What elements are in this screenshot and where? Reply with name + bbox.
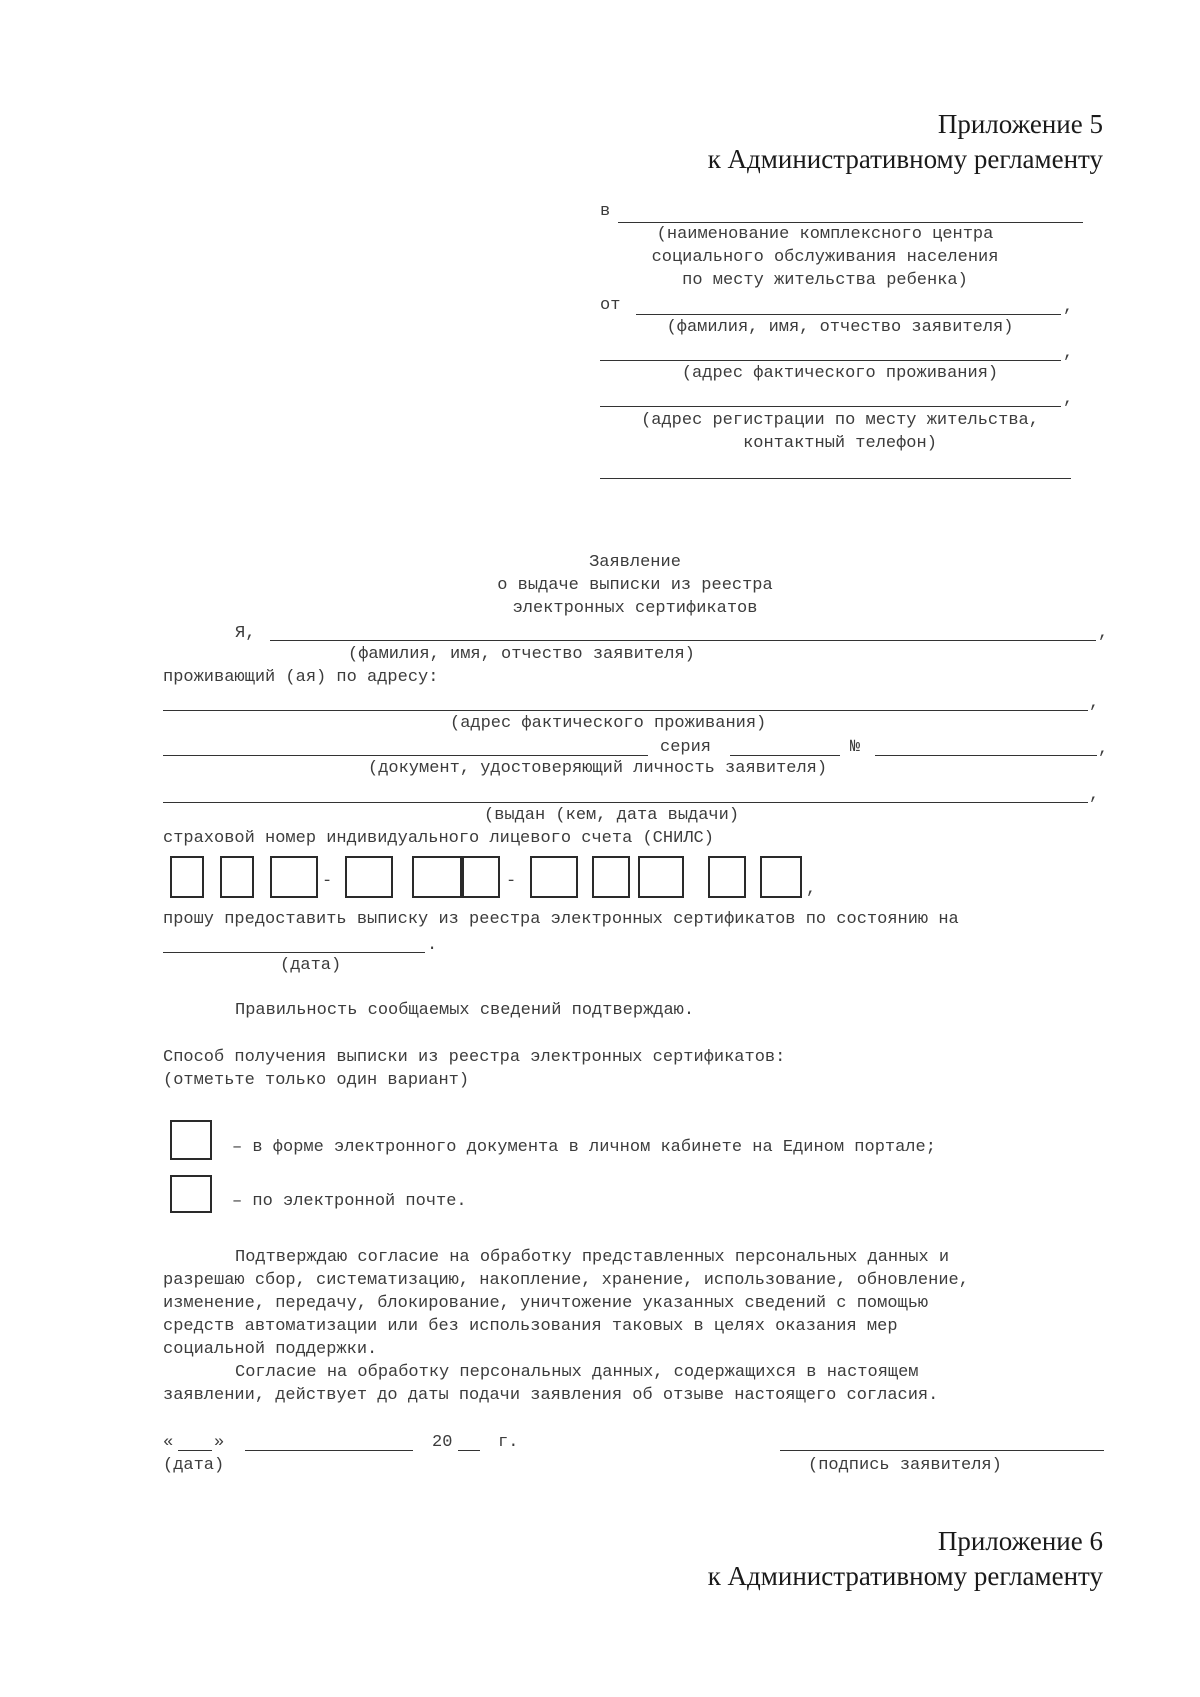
snils-digit-3[interactable] [270,856,318,898]
footer-date-hint: (дата) [163,1456,225,1475]
option-email-checkbox[interactable] [170,1175,212,1213]
snils-digit-8[interactable] [592,856,630,898]
applicant-name-hint: (фамилия, имя, отчество заявителя) [348,645,695,664]
snils-check-digit-2[interactable] [760,856,802,898]
applicant-prefix: Я, [235,624,256,643]
snils-comma: , [806,880,817,899]
addressee-to-line [618,222,1083,223]
living-address-line [163,710,1088,711]
number-label: № [850,738,861,757]
addressee-to-prefix: в [600,202,611,221]
footer-day-line [178,1450,212,1451]
applicant-name-line [270,640,1096,641]
request-date-hint: (дата) [280,956,342,975]
snils-digit-2[interactable] [220,856,254,898]
addressee-from-line [636,314,1061,315]
signature-line [780,1450,1104,1451]
request-text: прошу предоставить выписку из реестра электронных сертификатов по состоянию на [163,910,959,929]
addressee-extra-line [600,478,1071,479]
addressee-reg-line [600,406,1061,407]
snils-dash-1: - [322,872,333,891]
consent-line-7: заявлении, действует до даты подачи заявления об отзыве настоящего согласия. [163,1386,939,1405]
addressee-addr-line [600,360,1061,361]
addressee-from-hint: (фамилия, имя, отчество заявителя) [666,318,1014,337]
appendix-6-title: Приложение 6 [937,1526,1103,1556]
option-email-label: – по электронной почте. [232,1192,467,1211]
living-address-hint: (адрес фактического проживания) [450,714,767,733]
footer-year-suffix: г. [498,1433,519,1452]
snils-digit-7[interactable] [530,856,578,898]
consent-line-5: социальной поддержки. [163,1340,378,1359]
series-label: серия [660,738,712,757]
addressee-to-hint-1: (наименование комплексного центра [656,225,994,244]
document-comma: , [1098,740,1109,759]
method-label: Способ получения выписки из реестра электронных сертификатов: [163,1048,786,1067]
number-line [875,755,1097,756]
addressee-reg-hint-2: контактный телефон) [743,434,937,453]
option-portal-checkbox[interactable] [170,1120,212,1160]
snils-check-digit-1[interactable] [708,856,746,898]
snils-digit-9[interactable] [638,856,684,898]
issued-by-hint: (выдан (кем, дата выдачи) [484,806,740,825]
issued-by-line [163,802,1088,803]
request-date-line [163,952,425,953]
addressee-addr-comma: , [1063,344,1074,363]
addressee-from-comma: , [1063,298,1074,317]
snils-dash-2: - [506,872,517,891]
document-type-line [163,755,648,756]
appendix-5-subtitle: к Административному регламенту [707,144,1103,174]
snils-digit-6[interactable] [462,856,500,898]
snils-digit-4[interactable] [345,856,393,898]
addressee-reg-comma: , [1063,390,1074,409]
addressee-to-hint-2: социального обслуживания населения [651,248,999,267]
consent-line-3: изменение, передачу, блокирование, уничтожение указанных сведений с помощью [163,1294,929,1313]
appendix-5-title: Приложение 5 [937,109,1103,139]
confirmation-text: Правильность сообщаемых сведений подтверждаю. [235,1001,695,1020]
series-line [730,755,840,756]
snils-digit-5[interactable] [412,856,462,898]
addressee-to-hint-3: по месту жительства ребенка) [682,271,968,290]
living-address-comma: , [1089,694,1100,713]
footer-year-line [458,1450,480,1451]
method-note: (отметьте только один вариант) [163,1071,470,1090]
appendix-6-subtitle: к Административному регламенту [707,1561,1103,1591]
document-title-line-3: электронных сертификатов [512,599,758,618]
signature-hint: (подпись заявителя) [808,1456,1002,1475]
consent-line-1: Подтверждаю согласие на обработку представленных персональных данных и [235,1248,950,1267]
addressee-from-prefix: от [600,296,621,315]
option-portal-label: – в форме электронного документа в личном кабинете на Едином портале; [232,1138,936,1157]
request-date-period: . [427,936,438,955]
consent-line-2: разрешаю сбор, систематизацию, накопление, хранение, использование, обновление, [163,1271,969,1290]
footer-year-prefix: 20 [432,1433,453,1452]
applicant-comma: , [1098,624,1109,643]
document-title-line-2: о выдаче выписки из реестра [497,576,773,595]
consent-line-4: средств автоматизации или без использования таковых в целях оказания мер [163,1317,898,1336]
living-address-label: проживающий (ая) по адресу: [163,668,439,687]
document-hint: (документ, удостоверяющий личность заявителя) [368,759,828,778]
consent-line-6: Согласие на обработку персональных данных, содержащихся в настоящем [235,1363,919,1382]
footer-quote-open: « [163,1433,174,1452]
addressee-reg-hint-1: (адрес регистрации по месту жительства, [641,411,1039,430]
snils-digit-1[interactable] [170,856,204,898]
footer-month-line [245,1450,413,1451]
document-title: Заявление [589,553,681,572]
addressee-addr-hint: (адрес фактического проживания) [681,364,999,383]
snils-label: страховой номер индивидуального лицевого счета (СНИЛС) [163,829,714,848]
footer-quote-close: » [214,1433,225,1452]
issued-by-comma: , [1089,786,1100,805]
